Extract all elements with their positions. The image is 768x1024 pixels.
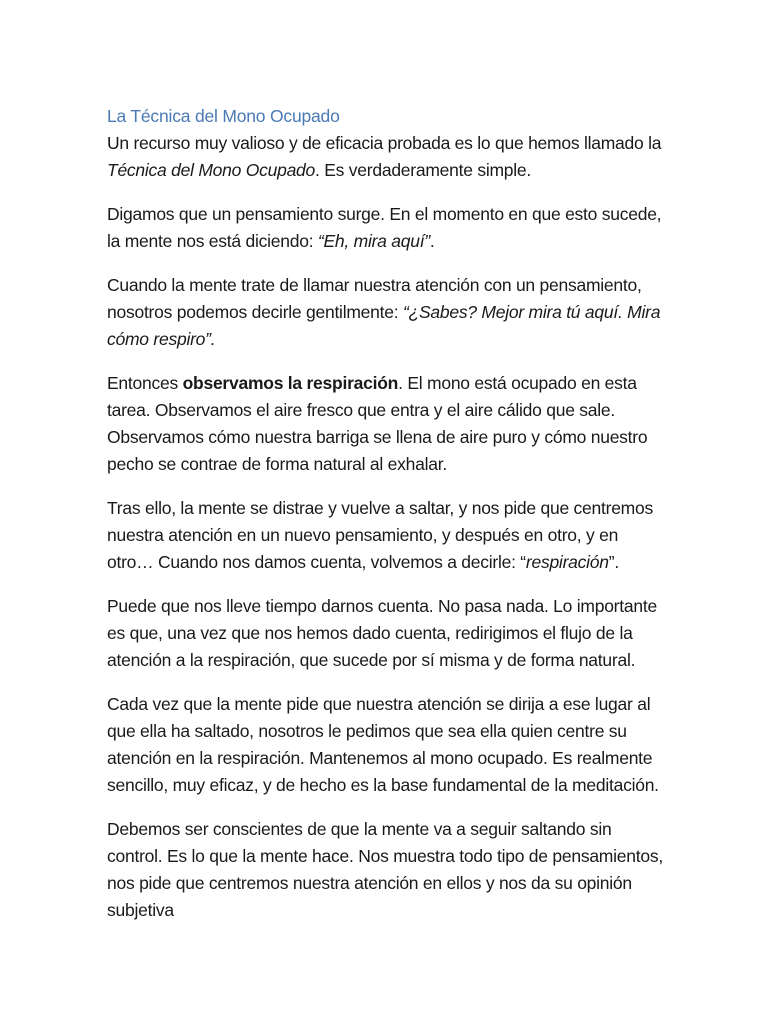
paragraph-6: Puede que nos lleve tiempo darnos cuenta. No pasa nada. Lo importante es que, una vez que nos hemos dado cuenta, redirigimos el flujo de la atención a la respiración, que sucede por sí misma y de forma natural. (107, 596, 657, 670)
paragraph-1-italic: Técnica del Mono Ocupado (107, 160, 316, 180)
paragraph-2-text: Digamos que un pensamiento surge. En el momento en que esto sucede, la mente nos está diciendo: (107, 204, 662, 251)
paragraph-4-end: . El mono está ocupado en esta tarea. Observamos el aire fresco que entra y el aire cálido que sale. Observamos cómo nuestra barriga se llena de aire puro y cómo nuestro pecho se contrae de forma natural al exhalar. (107, 373, 648, 474)
document-title: La Técnica del Mono Ocupado (107, 106, 340, 126)
paragraph-3-text: Cuando la mente trate de llamar nuestra atención con un pensamiento, nosotros podemos decirle gentilmente: (107, 275, 642, 322)
paragraph-1-end: . Es verdaderamente simple. (315, 160, 532, 180)
paragraph-5-italic: respiración (525, 552, 609, 572)
paragraph-2-italic: “Eh, mira aquí” (317, 231, 430, 251)
paragraph-4-text: Entonces (107, 373, 183, 393)
paragraph-5-end: ”. (608, 552, 619, 572)
paragraph-1 (107, 130, 667, 184)
paragraph-3 (107, 272, 667, 353)
paragraph-4-bold: observamos la respiración (182, 373, 399, 393)
paragraph-2-end: . (429, 231, 435, 251)
paragraph-8: Debemos ser conscientes de que la mente va a seguir saltando sin control. Es lo que la mente hace. Nos muestra todo tipo de pensamientos, nos pide que centremos nuestra atención en ellos y nos da su opinión subjetiva (107, 819, 663, 920)
document-page (107, 103, 667, 941)
paragraph-5 (107, 495, 667, 576)
paragraph-7: Cada vez que la mente pide que nuestra atención se dirija a ese lugar al que ella ha saltado, nosotros le pedimos que sea ella quien centre su atención en la respiración. Mantenemos al mono ocupado. Es realmente sencillo, muy eficaz, y de hecho es la base fundamental de la meditación. (107, 694, 659, 795)
paragraph-4 (107, 370, 667, 478)
paragraph-5-text: Tras ello, la mente se distrae y vuelve a saltar, y nos pide que centremos nuestra atención en un nuevo pensamiento, y después en otro, y en otro… Cuando nos damos cuenta, volvemos a decirle: “ (107, 498, 653, 572)
paragraph-3-italic: “¿Sabes? Mejor mira tú aquí. Mira cómo respiro”. (107, 302, 661, 349)
paragraph-1-text: Un recurso muy valioso y de eficacia probada es lo que hemos llamado la (107, 133, 662, 153)
paragraph-2 (107, 201, 667, 255)
